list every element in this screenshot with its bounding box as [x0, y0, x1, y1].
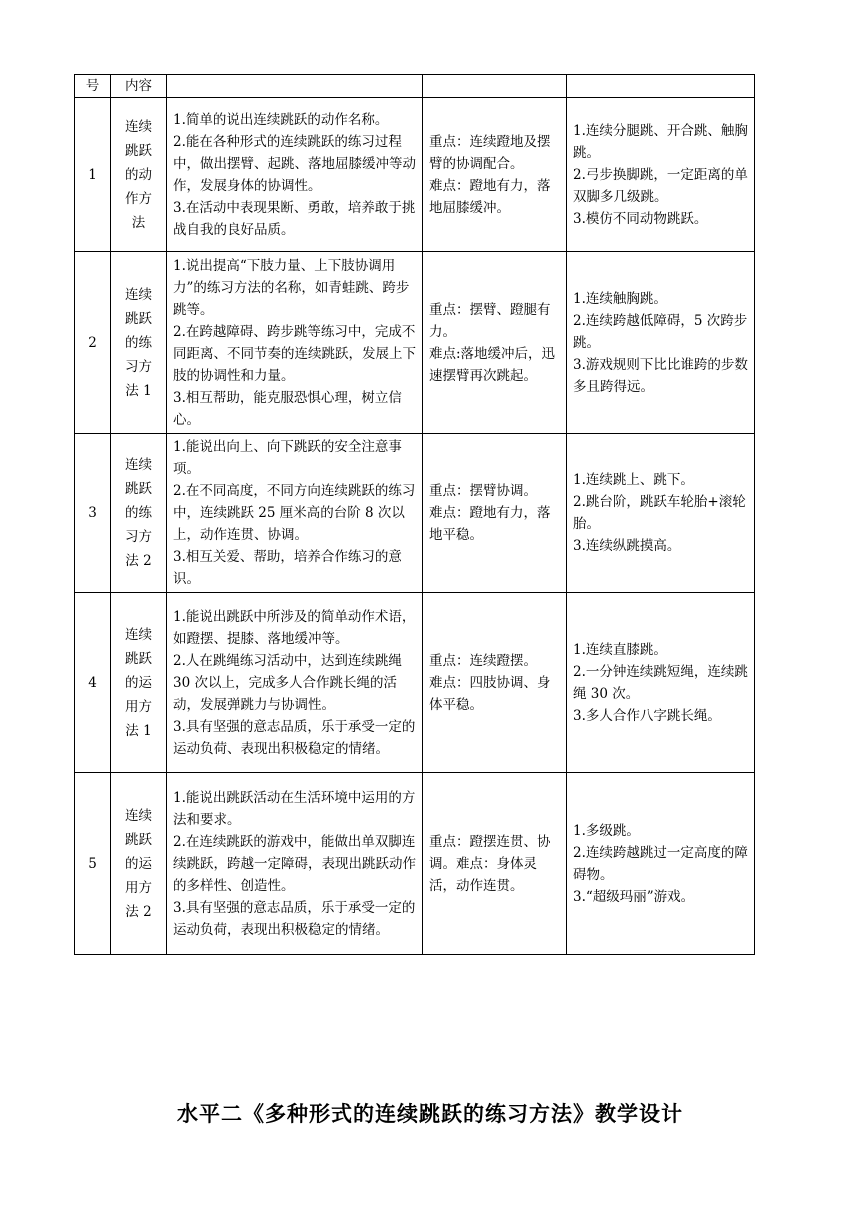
activity-item: 3.游戏规则下比比谁跨的步数多且跨得远。 [573, 356, 748, 395]
lesson-topic [111, 98, 167, 252]
table-row [75, 773, 755, 955]
goal-item: 3.具有坚强的意志品质，乐于承受一定的运动负荷，表现出积极稳定的情绪。 [173, 899, 416, 938]
topic-line: 跳跃 [125, 310, 152, 327]
topic-line: 连续 [125, 626, 152, 643]
topic-line: 的运 [125, 674, 152, 691]
topic-line: 习方 [125, 358, 152, 375]
goal-item: 2.在不同高度，不同方向连续跳跃的练习中，连续跳跃 25 厘米高的台阶 8 次以上，动作连贯、协调。 [173, 483, 416, 543]
activity-item: 1.连续分腿跳、开合跳、触胸跳。 [573, 122, 748, 161]
activity-item: 3.“超级玛丽”游戏。 [573, 888, 695, 905]
topic-line: 跳跃 [125, 142, 152, 159]
table-header-row [75, 75, 755, 98]
activity-item: 3.连续纵跳摸高。 [573, 538, 681, 554]
activity-item: 2.一分钟连续跳短绳，连续跳绳 30 次。 [573, 663, 748, 702]
focus-item: 重点：摆臂协调。 [429, 483, 537, 499]
topic-line: 的动 [125, 166, 152, 183]
focus-item: 难点：蹬地有力，落地平稳。 [429, 505, 551, 543]
key-points [423, 593, 567, 773]
topic-line: 连续 [125, 807, 152, 824]
activity-item: 2.连续跨越低障碍，5 次跨步跳。 [573, 312, 748, 351]
learning-goals [167, 252, 423, 434]
focus-item: 难点:落地缓冲后，迅速摆臂再次跳起。 [429, 345, 556, 384]
topic-line: 跳跃 [125, 650, 152, 667]
lesson-topic [111, 252, 167, 434]
topic-line: 跳跃 [125, 481, 152, 497]
learning-goals [167, 773, 423, 955]
header-number: 号 [75, 75, 111, 98]
activity-item: 1.多级跳。 [573, 822, 640, 839]
topic-line: 用方 [125, 879, 152, 896]
activities [567, 98, 755, 252]
topic-line: 跳跃 [125, 831, 152, 848]
topic-line: 习方 [125, 529, 152, 545]
activity-item: 3.多人合作八字跳长绳。 [573, 707, 721, 724]
key-points [423, 252, 567, 434]
row-number: 4 [75, 593, 111, 773]
topic-line: 的练 [125, 505, 152, 521]
row-number: 3 [75, 434, 111, 593]
topic-line: 连续 [125, 118, 152, 135]
header-activities [567, 75, 755, 98]
table-row [75, 593, 755, 773]
goal-item: 1.能说出向上、向下跳跃的安全注意事项。 [173, 439, 402, 477]
topic-line: 的运 [125, 855, 152, 872]
goal-item: 3.相互关爱、帮助，培养合作练习的意识。 [173, 549, 402, 587]
activity-item: 2.弓步换脚跳，一定距离的单双脚多几级跳。 [573, 166, 748, 205]
goal-item: 2.人在跳绳练习活动中，达到连续跳绳 30 次以上，完成多人合作跳长绳的活动，发展弹跳力与协调性。 [173, 652, 402, 713]
table-row [75, 252, 755, 434]
lesson-topic [111, 434, 167, 593]
topic-line: 法 [131, 214, 146, 231]
goal-item: 3.在活动中表现果断、勇敢，培养敢于挑战自我的良好品质。 [173, 199, 416, 238]
topic-line: 法 1 [125, 382, 152, 399]
goal-item: 3.相互帮助，能克服恐惧心理，树立信心。 [173, 389, 402, 428]
header-goals [167, 75, 423, 98]
goal-item: 1.能说出跳跃活动在生活环境中运用的方法和要求。 [173, 789, 416, 828]
topic-line: 法 1 [125, 722, 152, 739]
row-number: 1 [75, 98, 111, 252]
goal-item: 2.在连续跳跃的游戏中，能做出单双脚连续跳跃，跨越一定障碍，表现出跳跃动作的多样性、创造性。 [173, 833, 416, 894]
row-number: 5 [75, 773, 111, 955]
topic-line: 作方 [125, 190, 152, 207]
header-focus [423, 75, 567, 98]
topic-line: 的练 [125, 334, 152, 351]
goal-item: 1.简单的说出连续跳跃的动作名称。 [173, 111, 389, 128]
key-points [423, 98, 567, 252]
learning-goals [167, 434, 423, 593]
activity-item: 1.连续触胸跳。 [573, 290, 667, 307]
learning-goals [167, 593, 423, 773]
goal-item: 3.具有坚强的意志品质，乐于承受一定的运动负荷、表现出积极稳定的情绪。 [173, 718, 416, 757]
activity-item: 3.模仿不同动物跳跃。 [573, 210, 708, 227]
row-number: 2 [75, 252, 111, 434]
topic-line: 法 2 [125, 553, 152, 569]
focus-item: 重点：连续蹬地及摆臂的协调配合。 [429, 133, 551, 172]
activities [567, 434, 755, 593]
focus-item: 难点：四肢协调、身体平稳。 [429, 674, 551, 713]
learning-goals [167, 98, 423, 252]
activity-item: 2.连续跨越跳过一定高度的障碍物。 [573, 844, 748, 883]
focus-item: 难点：蹬地有力，落地屈膝缓冲。 [429, 177, 551, 216]
lesson-topic [111, 593, 167, 773]
topic-line: 法 2 [125, 903, 152, 920]
goal-item: 2.在跨越障碍、跨步跳等练习中，完成不同距离、不同节奏的连续跳跃，发展上下肢的协调性和力量。 [173, 323, 416, 384]
document-title: 水平二《多种形式的连续跳跃的练习方法》教学设计 [177, 1102, 683, 1126]
lesson-topic [111, 773, 167, 955]
topic-line: 连续 [125, 286, 152, 303]
activity-item: 1.连续直膝跳。 [573, 641, 667, 658]
activities [567, 593, 755, 773]
key-points [423, 434, 567, 593]
table-row [75, 434, 755, 593]
focus-item: 重点：摆臂、蹬腿有力。 [429, 301, 551, 340]
focus-item: 重点：蹬摆连贯、协调。难点：身体灵活，动作连贯。 [429, 833, 551, 894]
goal-item: 2.能在各种形式的连续跳跃的练习过程中，做出摆臂、起跳、落地屈膝缓冲等动作，发展身体的协调性。 [173, 133, 416, 194]
table-row [75, 98, 755, 252]
activities [567, 773, 755, 955]
header-content: 内容 [111, 75, 167, 98]
goal-item: 1.说出提高“下肢力量、上下肢协调用力”的练习方法的名称，如青蛙跳、跨步跳等。 [173, 257, 410, 318]
activity-item: 2.跳台阶，跳跃车轮胎+滚轮胎。 [573, 494, 746, 532]
activity-item: 1.连续跳上、跳下。 [573, 472, 694, 488]
activities [567, 252, 755, 434]
goal-item: 1.能说出跳跃中所涉及的简单动作术语，如蹬摆、提膝、落地缓冲等。 [173, 608, 416, 647]
lesson-plan-table [74, 74, 755, 955]
key-points [423, 773, 567, 955]
focus-item: 重点：连续蹬摆。 [429, 652, 537, 669]
topic-line: 用方 [125, 698, 152, 715]
topic-line: 连续 [125, 457, 152, 473]
